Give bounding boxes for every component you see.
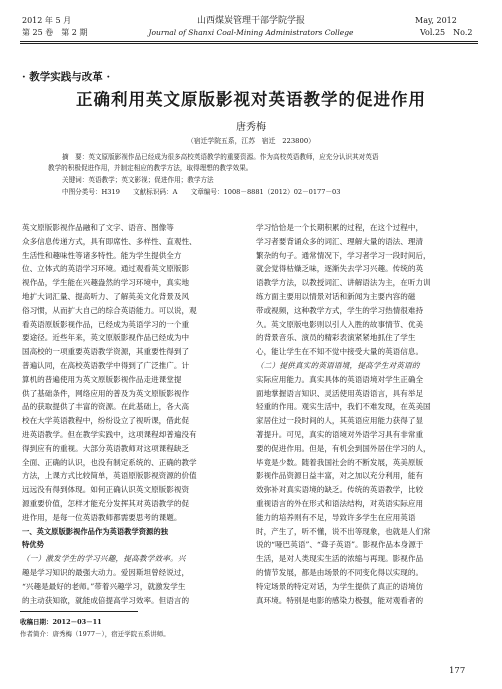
text-line: 源重要价值，怎样才能充分发挥其对英语教学的促 — [22, 498, 190, 508]
abstract-line-1: 摘 要：英文原版影视作品已经成为很多高校英语教学的重要资源。作为高校英语教师，应充分认识其对英语 — [62, 153, 379, 161]
keywords: 关键词：英语教学；英文影视；促进作用；教学方法 — [62, 176, 214, 184]
header-issue: 第 25 卷 第 2 期 — [22, 28, 88, 37]
text-line: 众多信息传递方式，具有即席性、多样性、直观性、 — [22, 236, 197, 246]
text-line: 就会觉得枯燥乏味，逐渐失去学习兴趣。传统的英 — [256, 264, 424, 274]
text-line: （二）提供真实的英语语境，提高学生对英语的 — [256, 360, 420, 370]
text-line: 地扩大词汇量、提高听力、了解英美文化背景及风 — [22, 291, 190, 301]
text-line: 久。英文原版电影则以引人入胜的故事情节、优美 — [256, 319, 424, 329]
header-volume-en: Vol.25 No.2 — [420, 28, 473, 37]
text-line: 进英语教学。但在教学实践中，这项课程却普遍没有 — [22, 429, 197, 439]
header-date: 2012 年 5 月 — [22, 16, 72, 25]
text-line: 重视语言的外在形式和语法结构，对英语实际应用 — [256, 498, 424, 508]
footnote-author-bio: 作者简介：唐秀梅（1977－），宿迁学院五系讲师。 — [20, 630, 170, 638]
text-line: 实际应用能力。真实具体的英语语境对学生正确全 — [256, 374, 424, 384]
text-line: 生活，是对人类现实生活的浓缩与再现。影视作品 — [256, 554, 424, 564]
classification-line: 中图分类号：H319 文献标识码：A 文章编号：1008－8881（2012）02－0177－03 — [62, 188, 341, 196]
left-column — [22, 221, 238, 607]
text-line: 方法，上课方式比较简单，英语原版影视资源的价值 — [22, 471, 197, 481]
text-line: 的背景音乐、演员的精彩表演紧紧地抓住了学生 — [256, 333, 416, 343]
text-line: 位、立体式的英语学习环境。通过观看英文原版影 — [22, 264, 190, 274]
author-name: 唐秀梅 — [236, 122, 266, 133]
text-line: 算机的普遍使用为英文原版影视作品走进课堂提 — [22, 374, 182, 384]
text-line: 趣是学习知识的最强大动力。爱因斯坦曾经说过， — [22, 567, 190, 577]
text-line: （一）激发学生的学习兴趣，提高教学效率。兴 — [22, 554, 186, 564]
text-line: 特优势 — [22, 540, 44, 550]
text-line: 心，能让学生在不知不觉中接受大量的英语信息。 — [256, 347, 424, 357]
text-line: “兴趣是最好的老师。”带着兴趣学习，就激发学生 — [22, 581, 186, 591]
page-number: 177 — [449, 666, 466, 676]
text-line: 要途径。近些年来，英文原版影视作品已经成为中 — [22, 333, 190, 343]
text-line: 的主动获知欲，就能成倍提高学习效率。但语言的 — [22, 595, 190, 605]
section-label: · 教学实践与改革 · — [22, 71, 111, 83]
footnote-rule — [20, 611, 138, 612]
text-line: 面地掌握语言知识、灵活使用英语语言，具有举足 — [256, 388, 424, 398]
text-line: 视作品，学生能在兴趣盎然的学习环境中，真实地 — [22, 278, 190, 288]
header-rule-top — [20, 41, 478, 42]
text-line: 供了基础条件，网络应用的普及为英文原版影视作 — [22, 388, 190, 398]
text-line: 著提升。可见，真实的语境对外语学习具有非常重 — [256, 429, 424, 439]
text-line: 的情节发展，都是由场景的不同变化得以实现的。 — [256, 567, 424, 577]
text-line: 繁杂的句子。通常情况下，学习者学习一段时间后， — [256, 250, 431, 260]
text-line: 家居住过一段时间的人，其英语应用能力获得了显 — [256, 416, 424, 426]
author-affiliation: （宿迁学院五系，江苏 宿迁 223800） — [187, 137, 315, 145]
text-line: 全面、正确的认识，也没有制定系统的、正确的教学 — [22, 457, 197, 467]
text-line: 俗习惯，从而扩大自己的综合英语能力。可以说，观 — [22, 305, 197, 315]
text-line: 毕竟是少数。随着我国社会的不断发展，英美原版 — [256, 457, 424, 467]
text-line: 带或视频，这种教学方式，学生的学习热情很难持 — [256, 305, 424, 315]
text-line: 特定场景的特定对话，为学生提供了真正的语境仿 — [256, 581, 424, 591]
text-line: 说的“哑巴英语”、“聋子英语”。影视作品本身源于 — [256, 540, 424, 550]
text-line: 学习恰恰是一个长期积累的过程，在这个过程中， — [256, 223, 424, 232]
text-line: 时，产生了，听不懂，说不出等现象，也就是人们常 — [256, 526, 431, 536]
text-line: 校在大学英语教程中，纷纷设立了视听课，借此促 — [22, 416, 190, 426]
text-line: 进作用，是每一位英语教师都需要思考的课题。 — [22, 512, 182, 522]
header-rule-bottom — [20, 43, 478, 44]
text-line: 真环境。特别是电影的感染力极强，能对观看者的 — [256, 595, 424, 605]
text-line: 得到应有的重视。大部分英语教师对这项课程缺乏 — [22, 443, 190, 453]
text-line: 品的获取提供了丰富的资源。在此基础上，各大高 — [22, 402, 190, 412]
header-journal-en: Journal of Shanxi Coal-Mining Administrators College — [148, 28, 354, 37]
text-line: 练方面主要用以情景对话和新闻为主要内容的磁 — [256, 291, 416, 301]
text-line: 普遍认同，在高校英语教学中得到了广泛推广。计 — [22, 360, 190, 370]
text-line: 要的促进作用。但是，有机会到国外居住学习的人， — [256, 443, 431, 453]
header-journal-cn: 山西煤炭管理干部学院学报 — [196, 16, 305, 26]
header-date-en: May, 2012 — [415, 16, 457, 25]
text-line: 学习者要背诵众多的词汇、理解大量的语法、理清 — [256, 236, 424, 246]
text-line: 效弥补对真实语境的缺乏。传统的英语教学，比较 — [256, 485, 424, 495]
text-line: 一、英文原版影视作品作为英语教学资源的独 — [22, 526, 168, 536]
text-line: 远远没有得到体现。如何正确认识英文原版影视资 — [22, 485, 190, 495]
footnote-received: 收稿日期：2012－03－11 — [20, 618, 102, 626]
text-line: 生活性和趣味性等诸多特性。能为学生提供全方 — [22, 250, 182, 260]
right-column — [256, 221, 480, 607]
abstract-line-2: 教学的积极促进作用，并制定相应的教学方法，取得理想的教学效果。 — [48, 164, 253, 172]
text-line: 语教学方法，以教授词汇、讲解语法为主，在听力训 — [256, 278, 431, 288]
text-line: 国高校的一项重要英语教学资源，其重要性得到了 — [22, 347, 190, 357]
text-line: 轻重的作用。观实生活中，我们不难发现，在英美国 — [256, 402, 431, 412]
text-line: 英文原版影视作品融和了文字、语音、图像等 — [22, 223, 174, 232]
article-title: 正确利用英文原版影视对英语教学的促进作用 — [76, 90, 426, 109]
text-line: 影视作品资源日益丰富，对之加以充分利用，能有 — [256, 471, 424, 481]
text-line: 看英语原版影视作品，已经成为英语学习的一个重 — [22, 319, 190, 329]
text-line: 能力的培养则有不足，导致许多学生在应用英语 — [256, 512, 416, 522]
